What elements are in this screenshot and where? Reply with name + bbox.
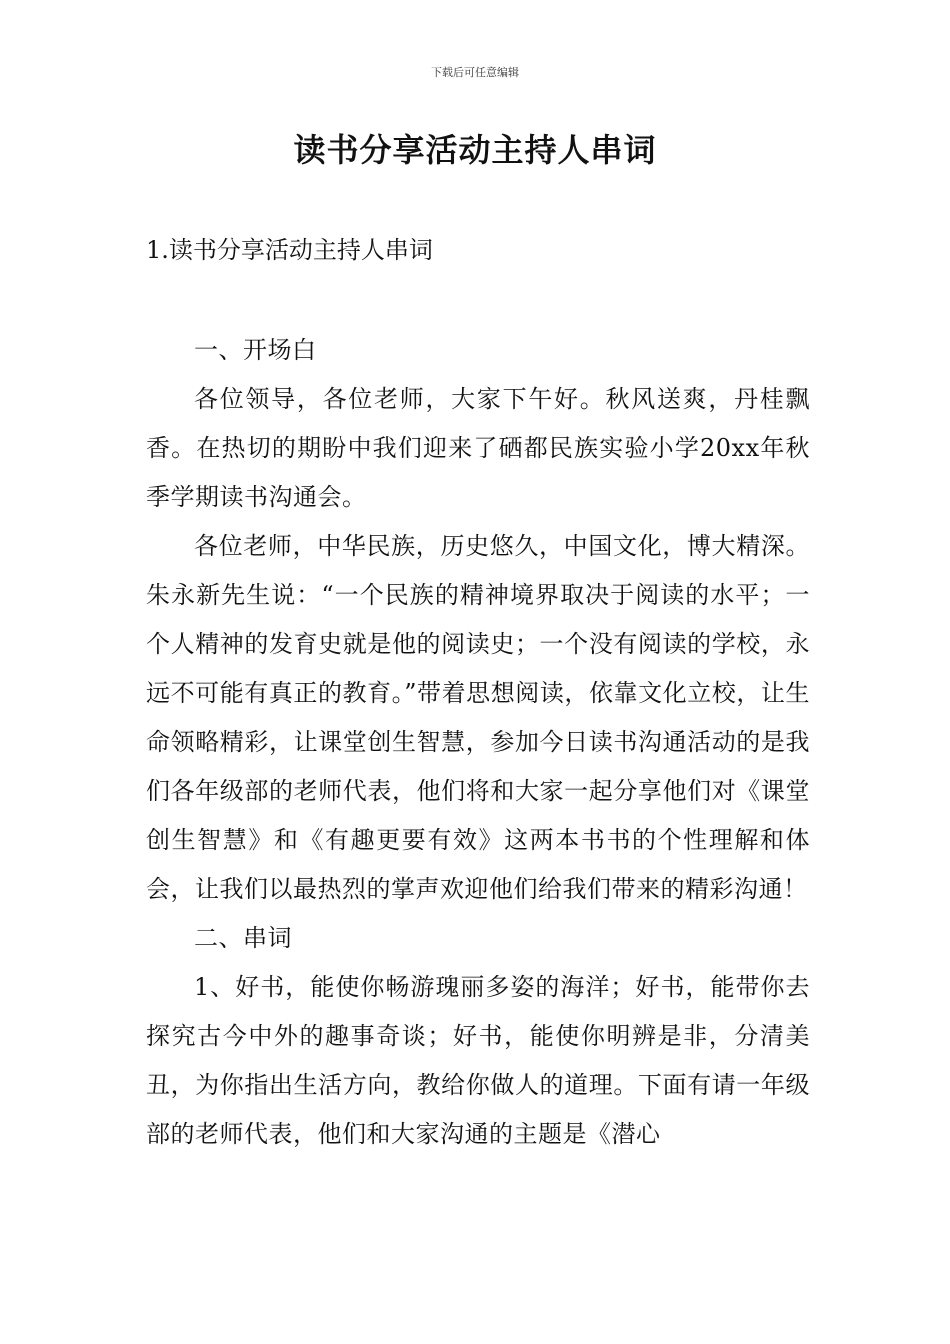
document-body <box>146 326 810 1159</box>
paragraph-transition-1: 1、好书，能使你畅游瑰丽多姿的海洋；好书，能带你去探究古今中外的趣事奇谈；好书，能使你明辨是非，分清美丑，为你指出生活方向，教给你做人的道理。下面有请一年级部的老师代表，他们和大家沟通的主题是《潜心 <box>146 973 810 1148</box>
document-title: 读书分享活动主持人串词 <box>293 131 657 169</box>
paragraph-transition-heading: 二、串词 <box>194 924 292 952</box>
section-heading: 1.读书分享活动主持人串词 <box>146 236 433 264</box>
paragraph-opening-heading: 一、开场白 <box>194 336 317 364</box>
paragraph-introduction: 各位老师，中华民族，历史悠久，中国文化，博大精深。朱永新先生说：“一个民族的精神境界取决于阅读的水平；一个人精神的发育史就是他的阅读史；一个没有阅读的学校，永远不可能有真正的教育。”带着思想阅读，依靠文化立校，让生命领略精彩，让课堂创生智慧，参加今日读书沟通活动的是我们各年级部的老师代表，他们将和大家一起分享他们对《课堂创生智慧》和《有趣更要有效》这两本书书的个性理解和体会，让我们以最热烈的掌声欢迎他们给我们带来的精彩沟通！ <box>146 532 810 903</box>
header-note: 下载后可任意编辑 <box>431 66 519 79</box>
paragraph-greeting: 各位领导，各位老师，大家下午好。秋风送爽，丹桂飘香。在热切的期盼中我们迎来了硒都民族实验小学20xx年秋季学期读书沟通会。 <box>146 385 810 511</box>
